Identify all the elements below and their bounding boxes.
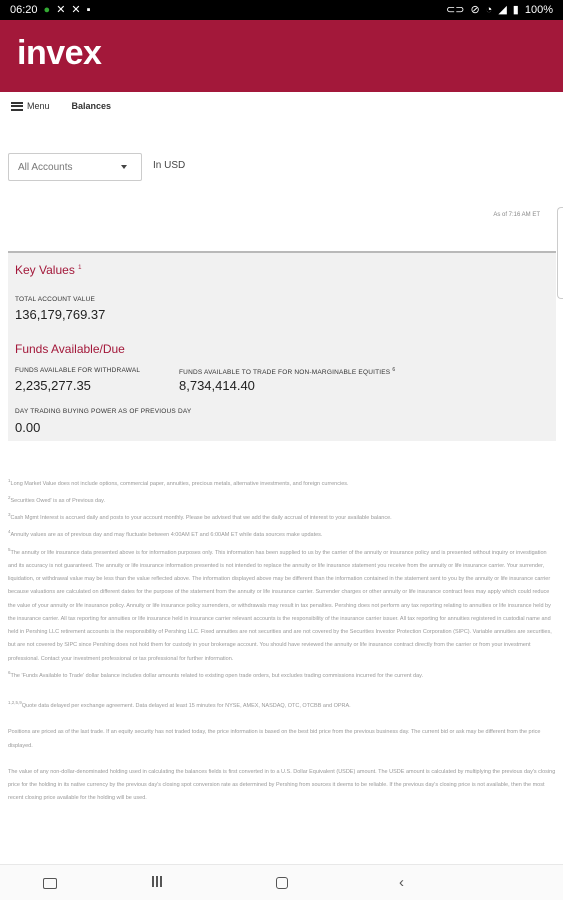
total-account-value: 136,179,769.37 [15, 307, 106, 322]
scroll-handle[interactable] [557, 207, 563, 299]
system-nav-bar [0, 864, 563, 900]
x-icon: ✕ [71, 3, 81, 16]
chevron-down-icon [121, 165, 127, 169]
trade-funds-value: 8,734,414.40 [179, 378, 255, 393]
footnote: $^1$Long Market Value does not include options, commercial paper, annuities, precious metals, alternative investments, and foreign currencies. [8, 478, 349, 487]
footnotes [8, 474, 556, 806]
battery-percent: 100% [524, 4, 553, 16]
footnote: $^6$The 'Funds Available to Trade' dollar balance includes dollar amounts related to existing open trade orders, but excludes trading commissions incurred for the current day. [8, 670, 423, 679]
status-bar [0, 0, 563, 20]
footnote: $^3$Cash Mgmt Interest is accrued daily and posts to your account monthly. Please be advised that we add the daily accrual of interest to your available balance. [8, 512, 392, 522]
as-of-timestamp: As of 7:16 AM ET [493, 212, 540, 218]
currency-label: In USD [153, 160, 186, 171]
battery-icon: ▮ [512, 3, 519, 16]
x-icon: ✕ [56, 3, 66, 16]
account-selected: All Accounts [18, 161, 73, 173]
account-dropdown[interactable] [8, 153, 142, 181]
panel-divider [8, 251, 556, 253]
footnote: $^{1,2,5,9}$Quote data delayed per exchange agreement. Data delayed at least 15 minutes for NYSE, AMEX, NASDAQ, OTC, OTCBB and OPRA. [8, 700, 351, 709]
footnote: $^2$Securities Owed' is as of Previous day. [8, 495, 106, 504]
recents-icon[interactable] [152, 876, 162, 887]
key-values-title: Key Values $^1$ [15, 263, 82, 277]
footnote: The value of any non-dollar-denominated holding used in calculating the balances fields is first converted in to a U.S. Dollar Equivalent (USDE) amount. The USDE amount is calculated by multiplying the previous day's closing price for the holding in its native currency by the previous day's closing spot conversion rate as determined by Pershing from sources it deems to be reliable. If the previous day's closing price is not available, then the most recent closing price available for the holding will be used. [8, 768, 556, 802]
status-time: 06:20 [10, 4, 38, 16]
home-icon[interactable] [276, 877, 288, 889]
menu-button[interactable] [11, 101, 50, 111]
signal-icon: ◢ [498, 3, 507, 16]
invex-logo[interactable]: invex [17, 34, 102, 72]
day-trading-label: DAY TRADING BUYING POWER AS OF PREVIOUS DAY [15, 408, 192, 415]
withdrawal-value: 2,235,277.35 [15, 378, 91, 393]
day-trading-value: 0.00 [15, 420, 41, 435]
link-icon: ⊂⊃ [446, 3, 465, 16]
trade-funds-label: FUNDS AVAILABLE TO TRADE FOR NON-MARGINABLE EQUITIES $^6$ [179, 367, 396, 377]
menu-label: Menu [27, 101, 50, 111]
footnote: $^4$Annuity values are as of previous day and may fluctuate between 4:00AM ET and 6:00AM ET while data sources make updates. [8, 529, 323, 539]
keyboard-icon[interactable] [43, 878, 57, 889]
brand-header [0, 20, 563, 92]
total-account-value-label: TOTAL ACCOUNT VALUE [15, 296, 96, 303]
balances-tab[interactable]: Balances [71, 101, 112, 111]
back-icon[interactable]: ‹ [399, 874, 404, 891]
footnote: Positions are priced as of the last trade. If an equity security has not traded today, the price information is based on the best bid price from the previous business day. The current bid or ask may be different from the price displayed. [8, 729, 541, 749]
notification-icon: ▪ [86, 3, 91, 16]
mute-icon: ⊘ [470, 3, 480, 16]
wifi-icon: ◔ [485, 3, 493, 16]
hamburger-icon [11, 102, 23, 111]
top-nav [0, 92, 563, 120]
withdrawal-label: FUNDS AVAILABLE FOR WITHDRAWAL [15, 367, 141, 374]
funds-available-title: Funds Available/Due [15, 342, 125, 356]
footnote: $^5$The annuity or life insurance data presented above is for information purposes only. This information has been supplied to us by the carrier of the annuity or insurance policy and is presented without inquiry or investigation and its accuracy is not guaranteed. The annuity or life insurance information presented is not intended to replace the annuity or life insurance statement you receive from the annuity or life insurance carrier. Your surrender, liquidation, or withdrawal value may be less than the value reflected above. The information displayed above may be different than the information contained in the statement sent to you by the annuity or life insurance carrier because valuations are calculated on different dates for the purpose of the statement from the annuity or life insurance carrier. Surrender charges or other annuity or life insurance contract fees may apply which could reduce the value of your annuity or life insurance policy. Annuity or life insurance policy surrenders, or withdrawals may result in tax penalties. Pershing does not perform any tax reporting relating to annuities or life insurance held by the insurance carrier. All tax reporting for annuities or life insurance held in insurance carrier relevant accounts is the responsibility of the insurance carrier issuer. All tax reporting for annuities registered in custodial name and held in Pershing LLC retirement accounts is the responsibility of Pershing LLC. Fixed annuities are not securities and are not covered by the Securities Investor Protection Corporation (SIPC). Variable annuities are securities, but are not covered by SIPC since Pershing does not hold them for custody in your brokerage account. You should have reviewed the annuity or life insurance contract directly from the carrier or from your investment professional. Contact your investment professional or tax professional for further information. [8, 546, 552, 662]
app-icon: ● [43, 3, 51, 16]
